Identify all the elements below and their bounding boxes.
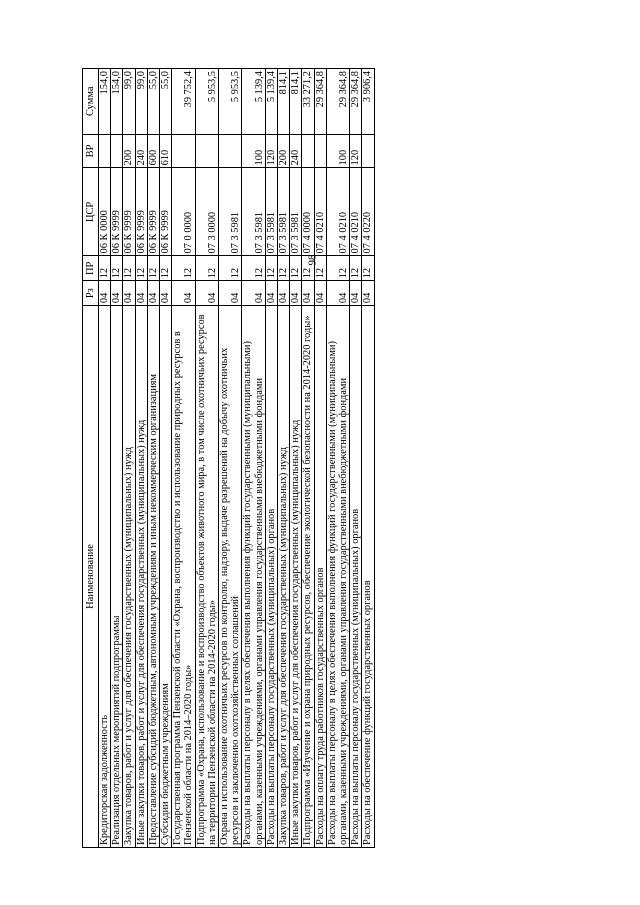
cell-csr: 07 4 0210 [314, 168, 326, 256]
header-rz: Рз [83, 281, 99, 306]
cell-pr: 12 [160, 256, 172, 281]
cell-vr [172, 134, 195, 168]
table-row [278, 69, 290, 848]
cell-pr: 12 [314, 256, 326, 281]
cell-name: Иные закупки товаров, работ и услуг для обеспечения государственных (муниципальных) нужд [290, 306, 302, 848]
cell-rz: 04 [147, 281, 159, 306]
cell-vr: 120 [350, 134, 362, 168]
header-csr: ЦСР [83, 168, 99, 256]
budget-table [82, 68, 375, 848]
table-row [123, 69, 135, 848]
cell-rz: 04 [123, 281, 135, 306]
cell-csr: 06 К 9999 [160, 168, 172, 256]
table-header-row [83, 69, 99, 848]
cell-name: Субсидии бюджетным учреждениям [160, 306, 172, 848]
table-row [172, 69, 195, 848]
cell-rz: 04 [350, 281, 362, 306]
cell-pr: 12 [265, 256, 277, 281]
cell-rz: 04 [172, 281, 195, 306]
cell-rz: 04 [195, 281, 218, 306]
cell-rz: 04 [326, 281, 349, 306]
cell-vr: 200 [278, 134, 290, 168]
cell-vr [362, 134, 374, 168]
table-row [326, 69, 349, 848]
cell-pr: 12 [350, 256, 362, 281]
cell-vr [99, 134, 111, 168]
header-pr: ПР [83, 256, 99, 281]
cell-csr: 07 3 5981 [242, 168, 265, 256]
cell-name: Кредиторская задолженность [99, 306, 111, 848]
cell-name: Закупка товаров, работ и услуг для обеспечения государственных (муниципальных) нужд [123, 306, 135, 848]
cell-name: Государственная программа Пензенской области «Охрана, воспроизводство и использование природных ресурсов в Пензенской области на 2014–2020 годы» [172, 306, 195, 848]
cell-pr: 12 [278, 256, 290, 281]
cell-pr: 12 [123, 256, 135, 281]
cell-pr: 12 [219, 256, 242, 281]
cell-rz: 04 [135, 281, 147, 306]
table-row [314, 69, 326, 848]
cell-vr: 200 [123, 134, 135, 168]
cell-sum: 39 752,4 [172, 69, 195, 135]
cell-pr: 12 [172, 256, 195, 281]
table-row [302, 69, 314, 848]
cell-sum: 3 906,4 [362, 69, 374, 135]
cell-name: Расходы на выплаты персоналу в целях обеспечения выполнения функций государственными (муниципальными) органами, казенными учреждениями, органами управления государственными внебюджетными фондами [242, 306, 265, 848]
cell-sum: 29 364,8 [314, 69, 326, 135]
cell-sum: 55,0 [147, 69, 159, 135]
cell-pr: 12 [302, 256, 314, 281]
cell-sum: 29 364,8 [326, 69, 349, 135]
cell-name: Предоставление субсидий бюджетным, автономным учреждениям и иным некоммерческим организациям [147, 306, 159, 848]
cell-rz: 04 [219, 281, 242, 306]
cell-name: Расходы на выплаты персоналу в целях обеспечения выполнения функций государственными (муниципальными) органами, казенными учреждениями, органами управления государственными внебюджетными фондами [326, 306, 349, 848]
cell-sum: 814,1 [278, 69, 290, 135]
header-vr: ВР [83, 134, 99, 168]
cell-sum: 5 953,5 [195, 69, 218, 135]
cell-pr: 12 [362, 256, 374, 281]
cell-csr: 07 4 0220 [362, 168, 374, 256]
table-row [111, 69, 123, 848]
cell-sum: 5 139,4 [242, 69, 265, 135]
header-sum: Сумма [83, 69, 99, 135]
cell-vr: 100 [326, 134, 349, 168]
cell-name: Расходы на оплату труда работников государственных органов [314, 306, 326, 848]
cell-csr: 06 К 0000 [99, 168, 111, 256]
cell-vr: 610 [160, 134, 172, 168]
header-name: Наименование [83, 306, 99, 848]
cell-csr: 07 3 0000 [195, 168, 218, 256]
cell-vr [111, 134, 123, 168]
table-row [135, 69, 147, 848]
cell-vr [195, 134, 218, 168]
table-row [265, 69, 277, 848]
table-row [242, 69, 265, 848]
cell-name: Охрана и использование охотничьих ресурсов по контролю, надзору, выдаче разрешений на добычу охотничьих ресурсов и заключению охотхозяйственных соглашений [219, 306, 242, 848]
cell-pr: 12 [290, 256, 302, 281]
table-row [290, 69, 302, 848]
cell-csr: 07 4 0000 [302, 168, 314, 256]
cell-pr: 12 [242, 256, 265, 281]
cell-pr: 12 [147, 256, 159, 281]
cell-name: Расходы на выплаты персоналу государственных (муниципальных) органов [265, 306, 277, 848]
cell-rz: 04 [99, 281, 111, 306]
cell-csr: 07 3 5981 [278, 168, 290, 256]
cell-rz: 04 [160, 281, 172, 306]
cell-rz: 04 [302, 281, 314, 306]
cell-csr: 07 0 0000 [172, 168, 195, 256]
cell-csr: 06 К 9999 [147, 168, 159, 256]
cell-rz: 04 [242, 281, 265, 306]
cell-sum: 5 953,5 [219, 69, 242, 135]
cell-vr: 120 [265, 134, 277, 168]
cell-name: Расходы на выплаты персоналу государственных (муниципальных) органов [350, 306, 362, 848]
cell-sum: 55,0 [160, 69, 172, 135]
cell-sum: 814,1 [290, 69, 302, 135]
cell-rz: 04 [278, 281, 290, 306]
cell-rz: 04 [111, 281, 123, 306]
cell-pr: 12 [135, 256, 147, 281]
cell-csr: 07 3 5981 [265, 168, 277, 256]
cell-csr: 07 3 5981 [219, 168, 242, 256]
table-row [219, 69, 242, 848]
table-row [362, 69, 374, 848]
cell-csr: 07 3 5981 [290, 168, 302, 256]
cell-vr: 600 [147, 134, 159, 168]
cell-pr: 12 [111, 256, 123, 281]
cell-sum: 29 364,8 [350, 69, 362, 135]
cell-pr: 12 [326, 256, 349, 281]
cell-rz: 04 [290, 281, 302, 306]
cell-name: Реализация отдельных мероприятий подпрограммы [111, 306, 123, 848]
cell-sum: 154,0 [111, 69, 123, 135]
table-row [160, 69, 172, 848]
cell-sum: 5 139,4 [265, 69, 277, 135]
cell-name: Расходы на обеспечение функций государственных органов [362, 306, 374, 848]
cell-vr [314, 134, 326, 168]
cell-csr: 06 К 9999 [111, 168, 123, 256]
table-body [99, 69, 375, 848]
cell-vr: 240 [135, 134, 147, 168]
cell-csr: 07 4 0210 [350, 168, 362, 256]
cell-csr: 07 4 0210 [326, 168, 349, 256]
cell-name: Подпрограмма «Охрана, использование и воспроизводство объектов животного мира, в том числе охотничьих ресурсов на территории Пензенской области на 2014-2020 годы» [195, 306, 218, 848]
cell-rz: 04 [314, 281, 326, 306]
cell-vr: 100 [242, 134, 265, 168]
cell-pr: 12 [99, 256, 111, 281]
cell-vr: 240 [290, 134, 302, 168]
cell-pr: 12 [195, 256, 218, 281]
cell-csr: 06 К 9999 [135, 168, 147, 256]
table-row [147, 69, 159, 848]
cell-vr [219, 134, 242, 168]
cell-sum: 154,0 [99, 69, 111, 135]
cell-name: Закупка товаров, работ и услуг для обеспечения государственных (муниципальных) нужд [278, 306, 290, 848]
cell-sum: 99,0 [123, 69, 135, 135]
cell-name: Иные закупки товаров, работ и услуг для обеспечения государственных (муниципальных) нужд [135, 306, 147, 848]
cell-rz: 04 [362, 281, 374, 306]
table-row [99, 69, 111, 848]
cell-vr [302, 134, 314, 168]
cell-rz: 04 [265, 281, 277, 306]
cell-sum: 33 271,2 [302, 69, 314, 135]
table-row [195, 69, 218, 848]
cell-sum: 99,0 [135, 69, 147, 135]
cell-name: Подпрограмма «Изучение и охрана природных ресурсов, обеспечение экологической безопасности на 2014-2020 годы» [302, 306, 314, 848]
rotated-page-content [82, 68, 532, 848]
cell-csr: 06 К 9999 [123, 168, 135, 256]
table-row [350, 69, 362, 848]
page-number: 98 [306, 254, 319, 266]
